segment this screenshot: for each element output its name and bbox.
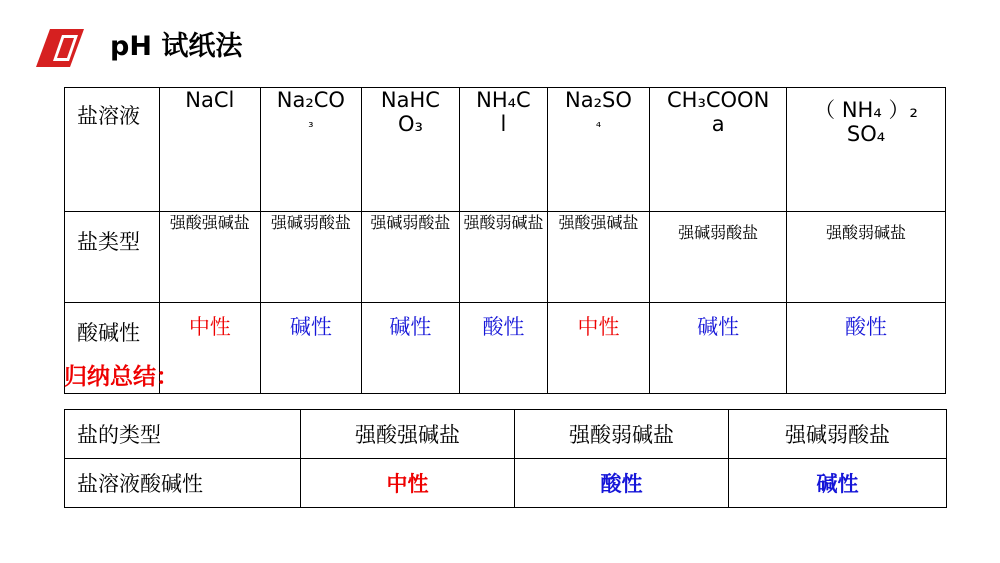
salt-type-cell: 强酸弱碱盐 (460, 212, 547, 303)
property-cell: 中性 (159, 303, 261, 394)
summary-header-cell: 强碱弱酸盐 (729, 410, 947, 459)
salt-type-cell: 强碱弱酸盐 (361, 212, 460, 303)
summary-table (64, 409, 947, 508)
summary-heading: 归纳总结： (64, 364, 179, 390)
property-cell: 酸性 (460, 303, 547, 394)
row-label-salt-type: 盐类型 (65, 212, 160, 303)
salt-type-cell: 强酸弱碱盐 (787, 212, 946, 303)
summary-value-cell: 中性 (301, 459, 515, 508)
page-title: pH 试纸法 (110, 31, 243, 62)
summary-row-label: 盐溶液酸碱性 (65, 459, 301, 508)
logo-icon (36, 27, 86, 69)
property-cell: 碱性 (650, 303, 787, 394)
row-label-acidity: 酸碱性 (65, 303, 160, 394)
property-cell: 酸性 (787, 303, 946, 394)
property-cell: 碱性 (361, 303, 460, 394)
col-header-nacl: NaCl (159, 88, 261, 212)
col-header-ch3coona: CH₃COON a (650, 88, 787, 212)
col-header-nahco3: NaHC O₃ (361, 88, 460, 212)
salt-type-cell: 强碱弱酸盐 (261, 212, 362, 303)
property-cell: 中性 (547, 303, 650, 394)
summary-header-cell: 强酸强碱盐 (301, 410, 515, 459)
summary-value-cell: 碱性 (729, 459, 947, 508)
row-label-solution: 盐溶液 (65, 88, 160, 212)
col-header-nh4cl: NH₄C l (460, 88, 547, 212)
col-header-nh4-2so4: （ NH₄ ）₂ SO₄ (787, 88, 946, 212)
property-cell: 碱性 (261, 303, 362, 394)
salt-ph-table (64, 87, 946, 394)
summary-header-cell: 强酸弱碱盐 (515, 410, 729, 459)
salt-type-cell: 强酸强碱盐 (547, 212, 650, 303)
col-header-na2co3: Na₂CO ₃ (261, 88, 362, 212)
summary-value-cell: 酸性 (515, 459, 729, 508)
summary-header-label: 盐的类型 (65, 410, 301, 459)
salt-type-cell: 强碱弱酸盐 (650, 212, 787, 303)
col-header-na2so4: Na₂SO ₄ (547, 88, 650, 212)
salt-type-cell: 强酸强碱盐 (159, 212, 261, 303)
